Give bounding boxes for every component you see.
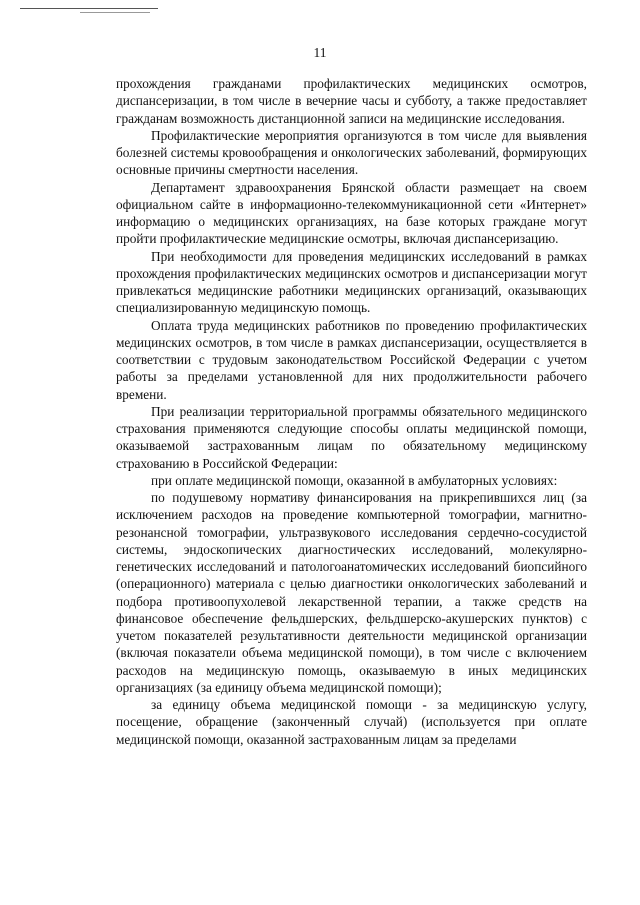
paragraph-1: прохождения гражданами профилактических медицинских осмотров, диспансеризации, в том числе в вечерние часы и субботу, а также предоставляет гражданам возможность дистанционной записи на медицинские исследования.	[116, 76, 587, 126]
paragraph-7: при оплате медицинской помощи, оказанной в амбулаторных условиях:	[151, 472, 558, 488]
header-rule	[20, 8, 158, 9]
paragraph-8: по подушевому нормативу финансирования на прикрепившихся лиц (за исключением расходов на проведение компьютерной томографии, магнитно-резонансной томографии, ультразвукового исследования сердечно-сосудистой системы, эндоскопических диагностических исследований, молекулярно-генетических исследований и патологоанатомических исследований биопсийного (операционного) материала с целью диагностики онкологических заболеваний и подбора противоопухолевой лекарственной терапии, а также средств на финансовое обеспечение фельдшерских, фельдшерско-акушерских пунктов) с учетом показателей результативности деятельности медицинской организации (включая показатели объема медицинской помощи), в том числе с включением расходов на медицинскую помощь, оказываемую в иных медицинских организациях (за единицу объема медицинской помощи);	[116, 490, 587, 695]
paragraph-5: Оплата труда медицинских работников по проведению профилактических медицинских осмотров, в том числе в рамках диспансеризации, осуществляется в соответствии с трудовым законодательством Российской Федерации с учетом работы за пределами установленной для них продолжительности рабочего времени.	[116, 317, 587, 402]
paragraph-9: за единицу объема медицинской помощи - за медицинскую услугу, посещение, обращение (законченный случай) (используется при оплате медицинской помощи, оказанной застрахованным лицам за пределами	[116, 697, 587, 747]
paragraph-2: Профилактические мероприятия организуются в том числе для выявления болезней системы кровообращения и онкологических заболеваний, формирующих основные причины смертности населения.	[116, 127, 587, 178]
document-body	[116, 75, 587, 748]
paragraph-3: Департамент здравоохранения Брянской области размещает на своем официальном сайте в информационно-телекоммуникационной сети «Интернет» информацию о медицинских организациях, на базе которых граждане могут пройти профилактические медицинские осмотры, включая диспансеризацию.	[116, 179, 587, 247]
header-rule-short	[80, 12, 150, 13]
paragraph-4: При необходимости для проведения медицинских исследований в рамках прохождения профилактических медицинских осмотров и диспансеризации могут привлекаться медицинские работники медицинских организаций, оказывающих специализированную медицинскую помощь.	[116, 248, 587, 316]
page-number: 11	[313, 45, 327, 60]
paragraph-6: При реализации территориальной программы обязательного медицинского страхования применяются следующие способы оплаты медицинской помощи, оказываемой застрахованным лицам по обязательному медицинскому страхованию в Российской Федерации:	[116, 403, 587, 471]
